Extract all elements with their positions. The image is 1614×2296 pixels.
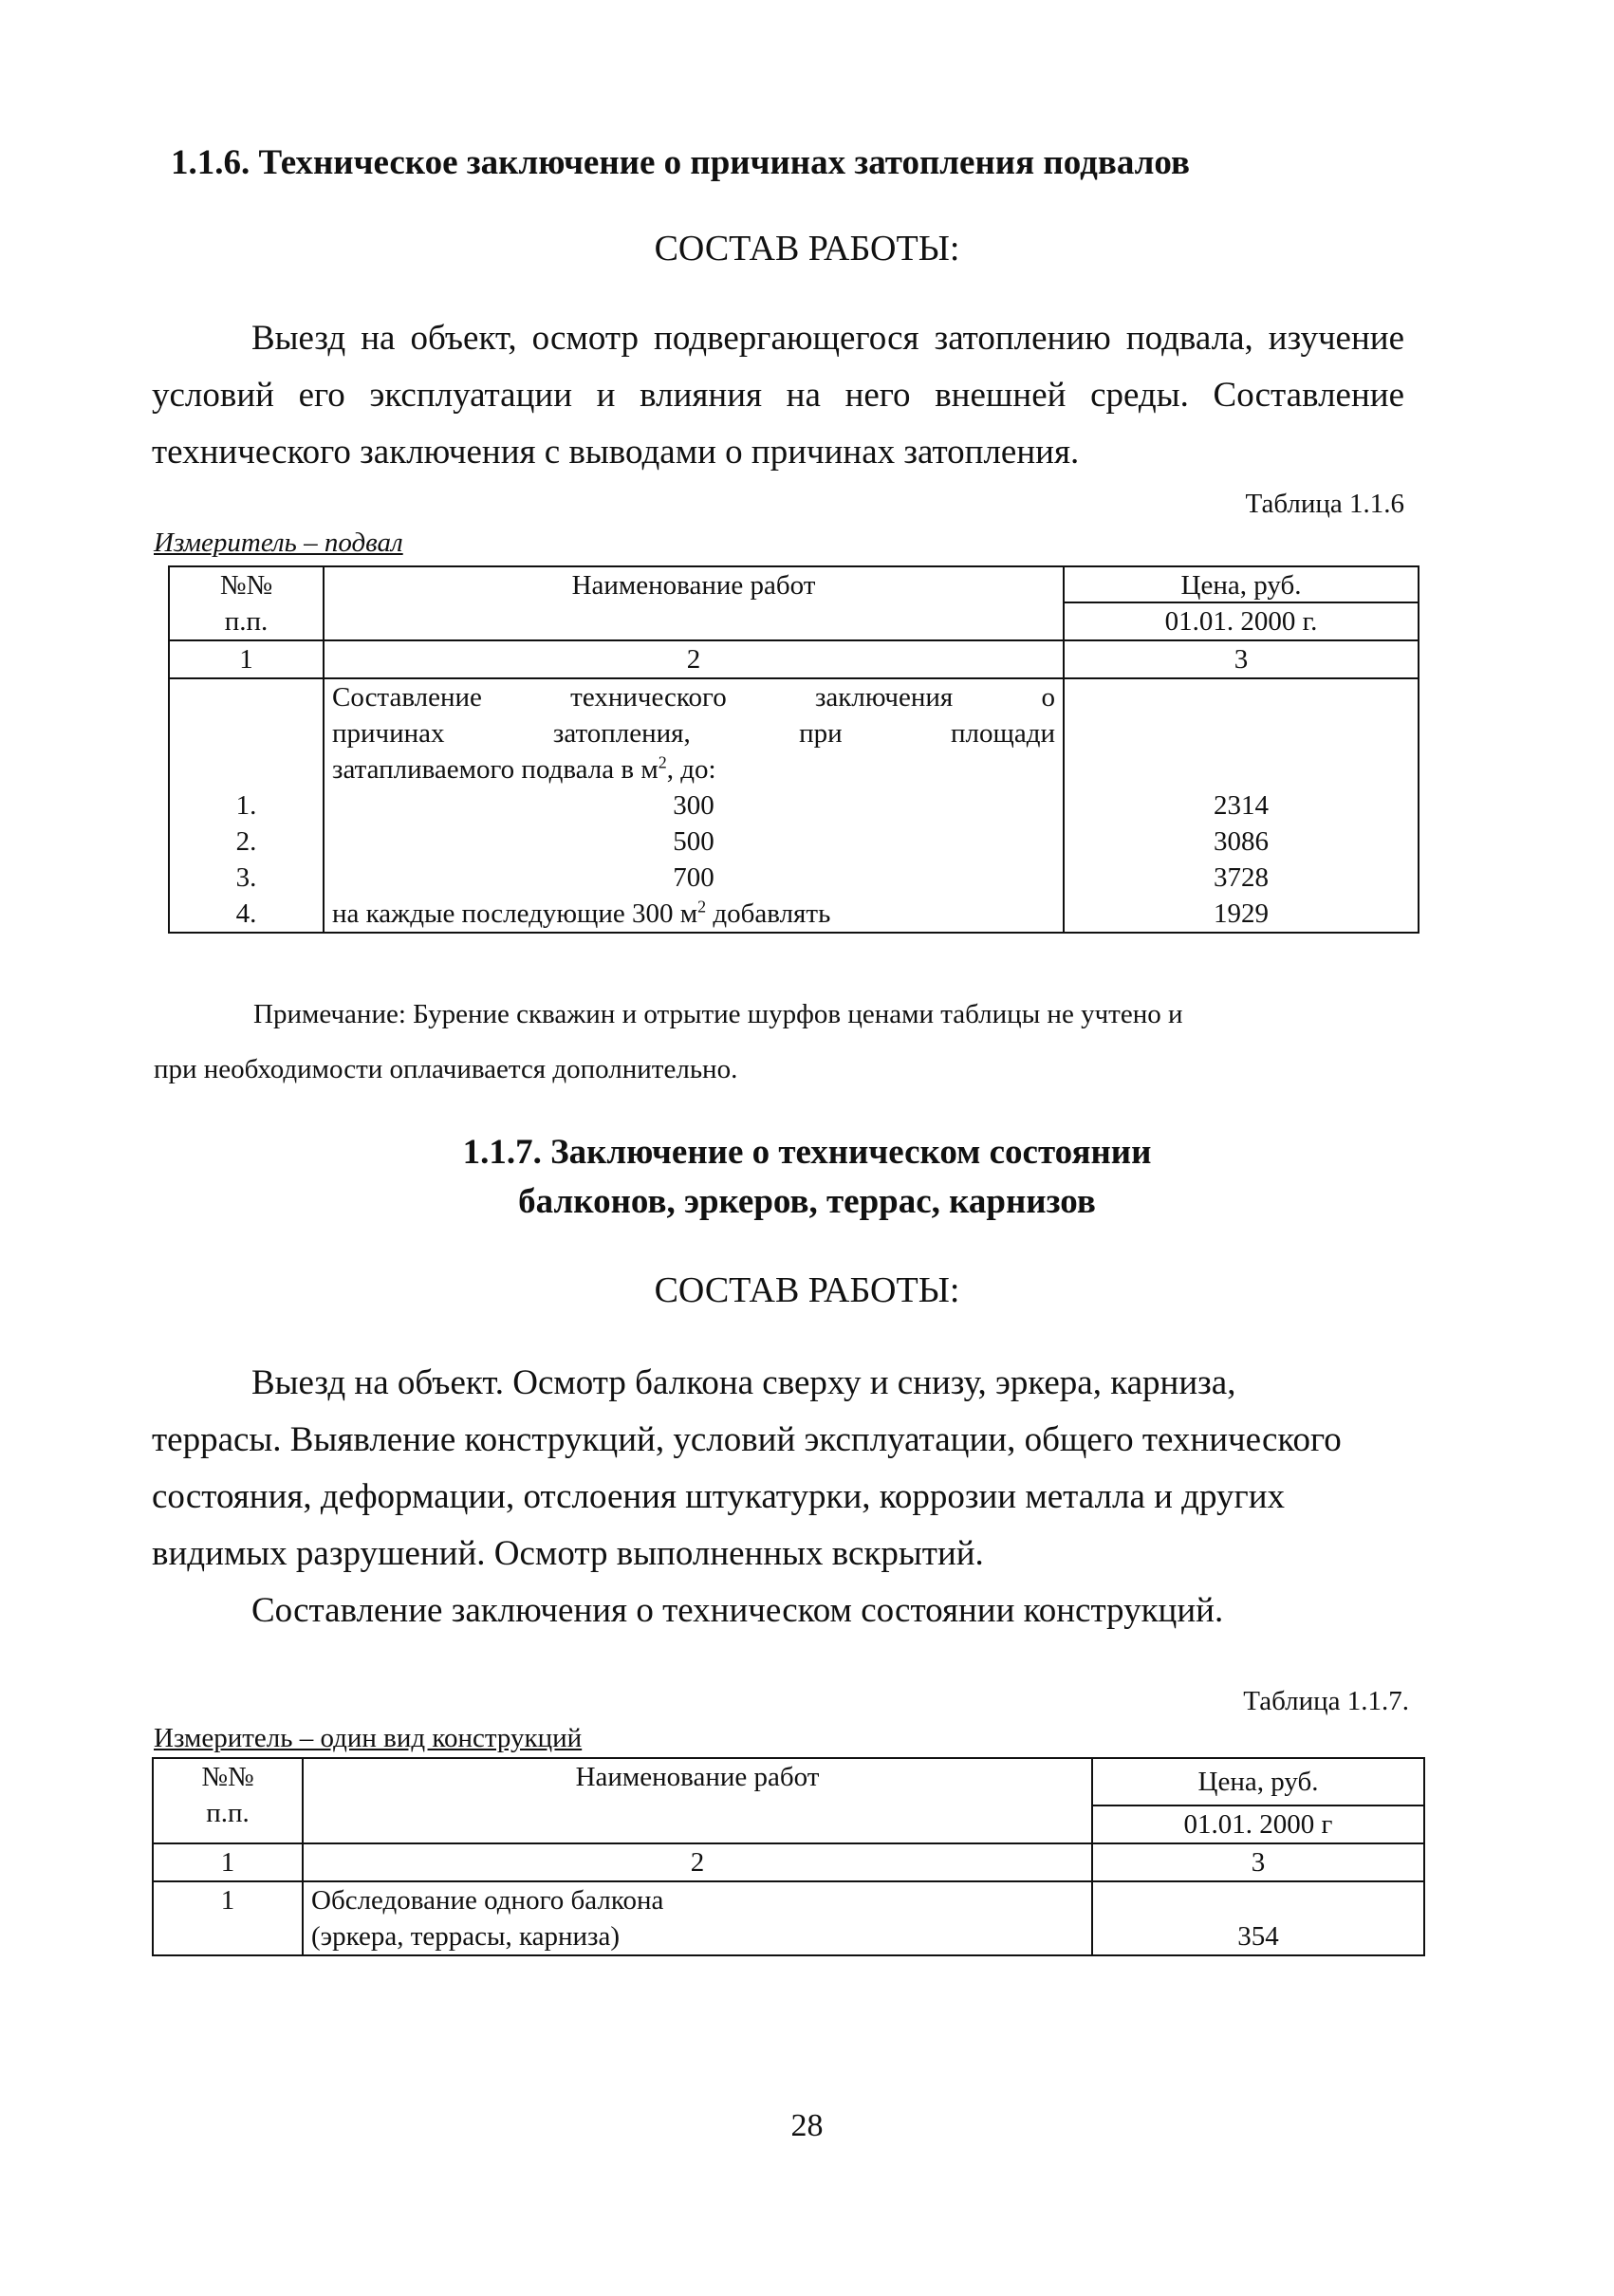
page-number: 28 (790, 2108, 824, 2143)
section-1-paragraph: Выезд на объект, осмотр подвергающегося затоплению подвала, изучение условий его эксплуатации и влияния на него внешней среды. Составление технического заключения с выводами о причинах затопления. (152, 319, 1404, 472)
table-1-header-row (169, 566, 1419, 640)
table-2-header-name: Наименование работ (303, 1758, 1092, 1843)
table-1-body (169, 678, 1419, 933)
table-1-header-name: Наименование работ (324, 566, 1064, 640)
table-2-row (153, 1881, 1424, 1955)
table-1 (168, 565, 1419, 934)
section-2-paragraph-1: Выезд на объект. Осмотр балкона сверху и снизу, эркера, карниза, террасы. Выявление конструкций, условий эксплуатации, общего технического состояния, деформации, отслоения штукатурки, коррозии металла и других видимых разрушений. Осмотр выполненных вскрытий. (152, 1363, 1342, 1573)
section-2-paragraph-2: Составление заключения о техническом состоянии конструкций. (251, 1591, 1224, 1630)
table-1-body-names: Составление технического заключения о причинах затопления, при площади затапливаемого подвала в $м^2$, до: 300 500 700 на каждые последующие 300 $м^2$ добавлять (324, 678, 1064, 933)
section-2-heading-line-1: 1.1.7. Заключение о техническом состоянии (462, 1133, 1152, 1172)
table-2-column-numbers (153, 1843, 1424, 1881)
table-2-row-price: 354 (1092, 1881, 1424, 1955)
table-2-measure: Измеритель – один вид конструкций (154, 1723, 583, 1753)
table-1-label: Таблица 1.1.6 (1245, 489, 1404, 519)
table-2-row-name: Обследование одного балкона (эркера, террасы, карниза) (303, 1881, 1092, 1955)
section-2-composition-title: СОСТАВ РАБОТЫ: (654, 1270, 960, 1310)
table-1-column-numbers (169, 640, 1419, 678)
table-1-header-num: №№ п.п. (169, 566, 324, 640)
table-2-header-num: №№ п.п. (153, 1758, 303, 1843)
table-1-body-nums: 1. 2. 3. 4. (169, 678, 324, 933)
section-2-heading-line-2: балконов, эркеров, террас, карнизов (518, 1182, 1096, 1221)
section-1-composition-title: СОСТАВ РАБОТЫ: (654, 229, 960, 268)
table-1-note: Примечание: Бурение скважин и отрытие шурфов ценами таблицы не учтено и при необходимости оплачивается дополнительно. (154, 999, 1183, 1084)
table-2-col-3: 3 (1092, 1843, 1424, 1881)
table-1-measure: Измеритель – подвал (154, 528, 403, 558)
table-2-col-1: 1 (153, 1843, 303, 1881)
table-2-row-num: 1 (153, 1881, 303, 1955)
table-2-label: Таблица 1.1.7. (1243, 1686, 1409, 1716)
table-2-header-row (153, 1758, 1424, 1843)
table-1-col-2: 2 (324, 640, 1064, 678)
table-1-body-prices: 2314 3086 3728 1929 (1064, 678, 1419, 933)
table-1-col-1: 1 (169, 640, 324, 678)
table-1-col-3: 3 (1064, 640, 1419, 678)
table-1-header-price: Цена, руб. 01.01. 2000 г. (1064, 566, 1419, 640)
table-2-col-2: 2 (303, 1843, 1092, 1881)
section-1-heading: 1.1.6. Техническое заключение о причинах затопления подвалов (171, 143, 1190, 182)
table-2-header-price: Цена, руб. 01.01. 2000 г (1092, 1758, 1424, 1843)
table-2 (152, 1757, 1425, 1956)
